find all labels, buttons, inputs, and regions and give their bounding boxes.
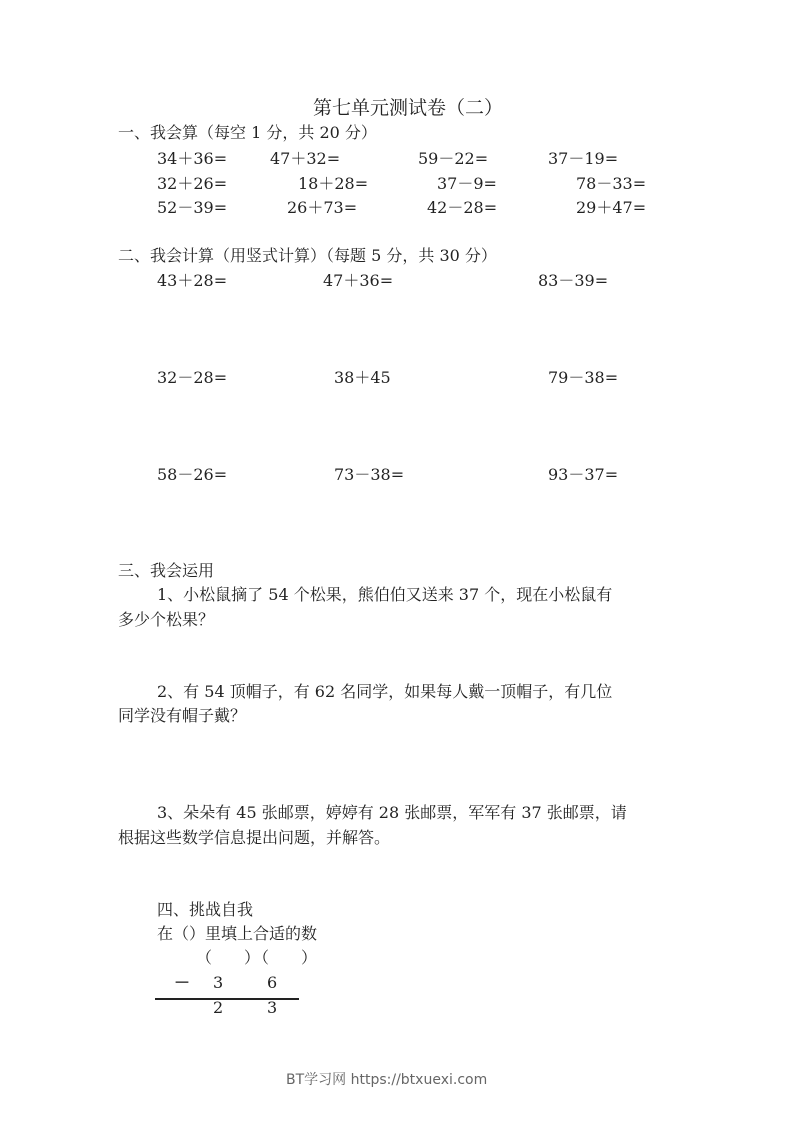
problem: 29＋47= bbox=[576, 198, 647, 217]
word-problem-3-line1: 3、朵朵有 45 张邮票，婷婷有 28 张邮票，军军有 37 张邮票，请 bbox=[157, 803, 627, 822]
blank-tens[interactable]: （ ） bbox=[196, 948, 261, 967]
problem: 43＋28= bbox=[157, 271, 228, 290]
section4-heading: 四、挑战自我 bbox=[157, 900, 254, 919]
result-tens: 2 bbox=[213, 998, 224, 1017]
problem: 18＋28= bbox=[298, 174, 369, 193]
problem: 37－9= bbox=[437, 174, 497, 193]
problem: 47＋36= bbox=[323, 271, 394, 290]
problem: 32－28= bbox=[157, 368, 228, 387]
result-ones: 3 bbox=[267, 998, 278, 1017]
problem: 38＋45 bbox=[334, 368, 391, 387]
problem: 58－26= bbox=[157, 465, 228, 484]
problem: 78－33= bbox=[576, 174, 647, 193]
problem: 26＋73= bbox=[287, 198, 358, 217]
word-problem-3-line2: 根据这些数学信息提出问题，并解答。 bbox=[118, 828, 391, 847]
footer-watermark: BT学习网 https://btxuexi.com bbox=[286, 1072, 488, 1088]
minus-sign: － bbox=[174, 973, 191, 992]
subtrahend-tens: 3 bbox=[213, 973, 224, 992]
problem: 37－19= bbox=[548, 149, 619, 168]
page-title: 第七单元测试卷（二） bbox=[313, 97, 504, 119]
blank-ones[interactable]: （ ） bbox=[253, 948, 318, 967]
problem: 52－39= bbox=[157, 198, 228, 217]
subtraction-line bbox=[155, 998, 299, 1000]
section1-heading: 一、我会算（每空 1 分，共 20 分） bbox=[118, 123, 377, 142]
problem: 47＋32= bbox=[270, 149, 341, 168]
subtrahend-ones: 6 bbox=[267, 973, 278, 992]
word-problem-1-line2: 多少个松果？ bbox=[118, 610, 215, 629]
word-problem-2-line2: 同学没有帽子戴？ bbox=[118, 706, 247, 725]
section2-heading: 二、我会计算（用竖式计算）（每题 5 分，共 30 分） bbox=[118, 246, 497, 265]
problem: 73－38= bbox=[334, 465, 405, 484]
problem: 32＋26= bbox=[157, 174, 228, 193]
word-problem-1-line1: 1、小松鼠摘了 54 个松果，熊伯伯又送来 37 个，现在小松鼠有 bbox=[157, 585, 613, 604]
word-problem-2-line1: 2、有 54 顶帽子，有 62 名同学，如果每人戴一顶帽子，有几位 bbox=[157, 682, 613, 701]
problem: 34＋36= bbox=[157, 149, 228, 168]
problem: 83－39= bbox=[538, 271, 609, 290]
section3-heading: 三、我会运用 bbox=[118, 561, 215, 580]
problem: 79－38= bbox=[548, 368, 619, 387]
section4-instruction: 在（）里填上合适的数 bbox=[157, 924, 318, 943]
problem: 42－28= bbox=[427, 198, 498, 217]
problem: 59－22= bbox=[418, 149, 489, 168]
problem: 93－37= bbox=[548, 465, 619, 484]
